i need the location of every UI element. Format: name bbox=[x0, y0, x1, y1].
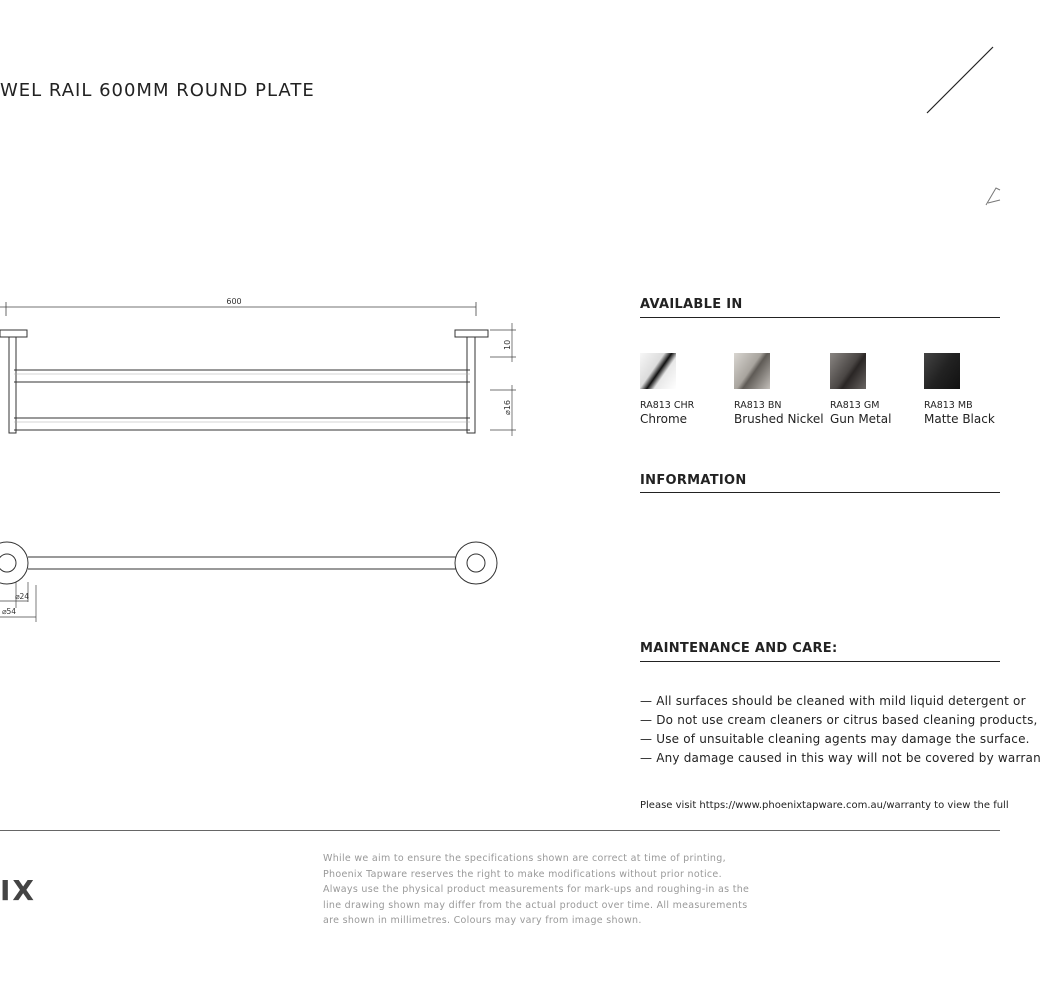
sketch-bracket bbox=[986, 188, 1000, 205]
care-item: — All surfaces should be cleaned with mild liquid detergent or bbox=[640, 694, 1026, 708]
dim-inner-dia-label: ⌀24 bbox=[15, 592, 30, 601]
disclaimer bbox=[323, 851, 749, 929]
finish-code: RA813 MB bbox=[924, 400, 973, 411]
information-rule bbox=[640, 492, 1000, 493]
disclaimer-line: While we aim to ensure the specifications shown are correct at time of printing, bbox=[323, 853, 726, 864]
finish-name: Brushed Nickel bbox=[734, 412, 824, 426]
information-heading: INFORMATION bbox=[640, 473, 747, 488]
finish-code: RA813 GM bbox=[830, 400, 880, 411]
finish-name: Chrome bbox=[640, 412, 688, 426]
warranty-link-text[interactable]: Please visit https://www.phoenixtapware.com.au/warranty to view the full bbox=[640, 800, 1009, 811]
care-item: — Do not use cream cleaners or citrus based cleaning products, bbox=[640, 713, 1038, 727]
finish-matte-black bbox=[924, 353, 960, 389]
finish-code: RA813 BN bbox=[734, 400, 782, 411]
swatch-gun-metal bbox=[830, 353, 866, 389]
care-item: — Use of unsuitable cleaning agents may damage the surface. bbox=[640, 732, 1030, 746]
available-in-heading: AVAILABLE IN bbox=[640, 297, 743, 312]
dim-outer-dia-label: ⌀54 bbox=[2, 607, 17, 616]
finish-name: Gun Metal bbox=[830, 412, 892, 426]
care-item: — Any damage caused in this way will not be covered by warran bbox=[640, 751, 1041, 765]
disclaimer-line: line drawing shown may differ from the actual product over time. All measurements bbox=[323, 899, 748, 911]
front-elevation-drawing bbox=[0, 290, 540, 450]
footer-rule bbox=[0, 830, 1000, 831]
finish-name: Matte Black bbox=[924, 412, 995, 426]
plan-view-drawing bbox=[0, 530, 520, 625]
swatch-matte-black bbox=[924, 353, 960, 389]
dim-rail-dia-label: ⌀16 bbox=[503, 400, 512, 415]
dim-height-label: 10 bbox=[503, 339, 512, 350]
disclaimer-line: Always use the physical product measurements for mark-ups and roughing-in as the bbox=[323, 884, 750, 895]
sketch-rail-line bbox=[927, 47, 993, 113]
dim-width-label: 600 bbox=[226, 297, 242, 306]
disclaimer-line: Phoenix Tapware reserves the right to make modifications without prior notice. bbox=[323, 868, 722, 880]
maintenance-heading: MAINTENANCE AND CARE: bbox=[640, 641, 838, 656]
swatch-chrome bbox=[640, 353, 676, 389]
available-in-rule bbox=[640, 317, 1000, 318]
swatch-brushed-nickel bbox=[734, 353, 770, 389]
disclaimer-line: are shown in millimetres. Colours may vary from image shown. bbox=[323, 915, 642, 926]
finish-gun-metal bbox=[830, 353, 866, 389]
finish-brushed-nickel bbox=[734, 353, 770, 389]
brand-logo: IX bbox=[0, 874, 37, 907]
finish-chrome bbox=[640, 353, 676, 389]
product-sketch bbox=[900, 30, 1000, 220]
product-title: WEL RAIL 600MM ROUND PLATE bbox=[0, 80, 315, 101]
maintenance-rule bbox=[640, 661, 1000, 662]
finish-code: RA813 CHR bbox=[640, 400, 695, 411]
